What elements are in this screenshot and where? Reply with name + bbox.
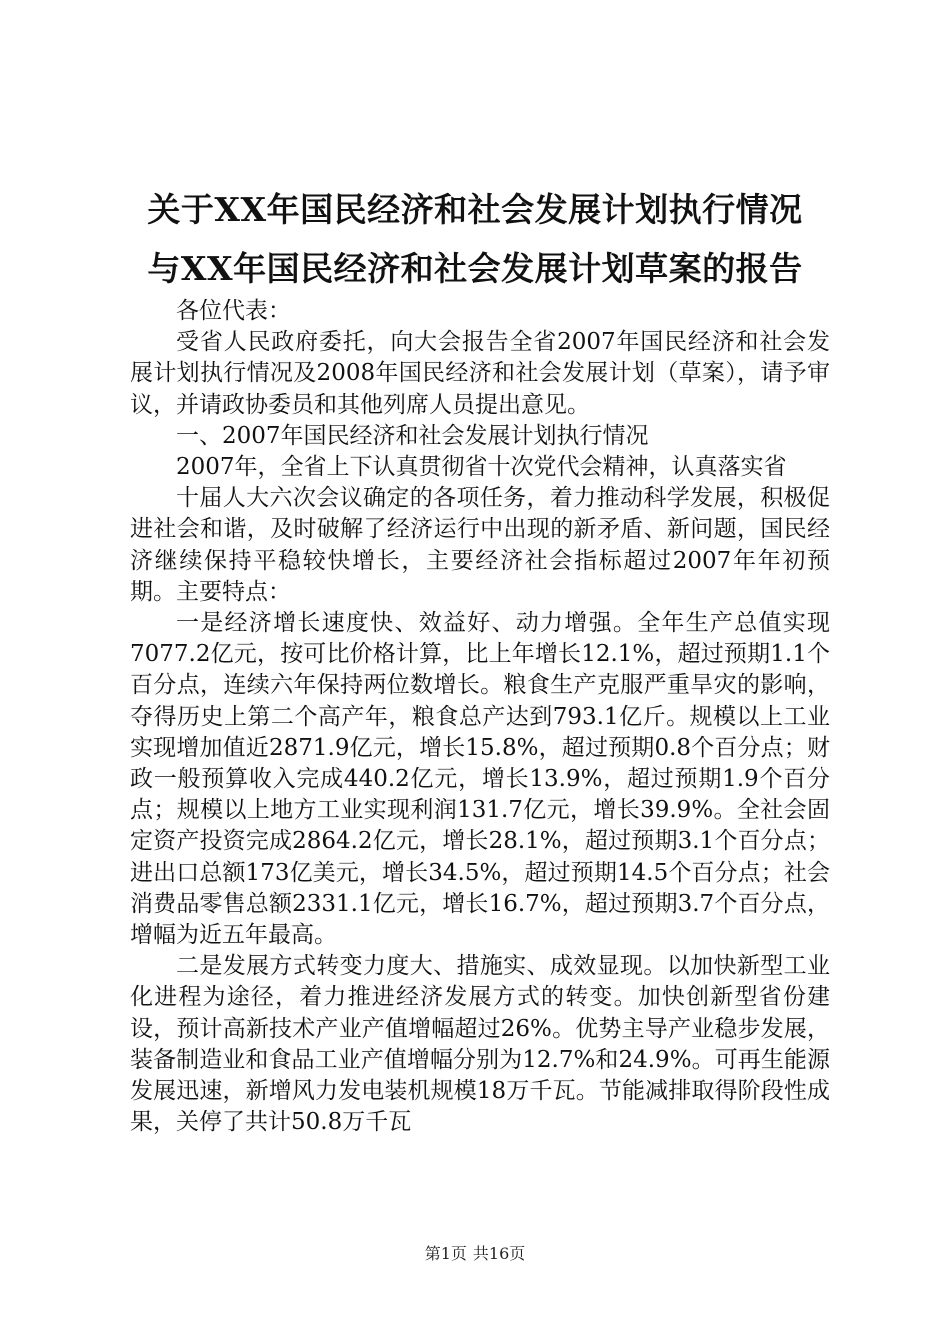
page-total: 共16页 xyxy=(472,1244,526,1263)
section-heading: 一、2007年国民经济和社会发展计划执行情况 xyxy=(176,422,649,449)
body-paragraph: 一是经济增长速度快、效益好、动力增强。全年生产总值实现7077.2亿元，按可比价格计算，比上年增长12.1%，超过预期1.1个百分点，连续六年保持两位数增长。粮食生产克服严重旱灾的影响，夺得历史上第二个高产年，粮食总产达到793.1亿斤。规模以上工业实现增加值近2871.9亿元，增长15.8%，超过预期0.8个百分点；财政一般预算收入完成440.2亿元，增长13.9%，超过预期1.9个百分点；规模以上地方工业实现利润131.7亿元，增长39.9%。全社会固定资产投资完成2864.2亿元，增长28.1%，超过预期3.1个百分点；进出口总额173亿美元，增长34.5%，超过预期14.5个百分点；社会消费品零售总额2331.1亿元，增长16.7%，超过预期3.7个百分点，增幅为近五年最高。 xyxy=(130,610,830,949)
document-body xyxy=(130,296,830,1138)
body-paragraph: 2007年，全省上下认真贯彻省十次党代会精神，认真落实省 xyxy=(176,454,787,481)
document-title-line-2: 与XX年国民经济和社会发展计划草案的报告 xyxy=(147,249,803,288)
page-footer xyxy=(0,1244,950,1264)
intro-paragraph: 受省人民政府委托，向大会报告全省2007年国民经济和社会发展计划执行情况及2008年国民经济和社会发展计划（草案），请予审议，并请政协委员和其他列席人员提出意见。 xyxy=(130,329,830,418)
body-paragraph: 十届人大六次会议确定的各项任务，着力推动科学发展，积极促进社会和谐，及时破解了经济运行中出现的新矛盾、新问题，国民经济继续保持平稳较快增长，主要经济社会指标超过2007年年初预期。主要特点： xyxy=(130,485,830,605)
salutation: 各位代表： xyxy=(176,298,291,324)
document-title-line-1: 关于XX年国民经济和社会发展计划执行情况 xyxy=(147,190,803,229)
page-number: 第1页 xyxy=(424,1244,467,1263)
body-paragraph: 二是发展方式转变力度大、措施实、成效显现。以加快新型工业化进程为途径，着力推进经济发展方式的转变。加快创新型省份建设，预计高新技术产业产值增幅超过26%。优势主导产业稳步发展，装备制造业和食品工业产值增幅分别为12.7%和24.9%。可再生能源发展迅速，新增风力发电装机规模18万千瓦。节能减排取得阶段性成果，关停了共计50.8万千瓦 xyxy=(130,953,830,1136)
